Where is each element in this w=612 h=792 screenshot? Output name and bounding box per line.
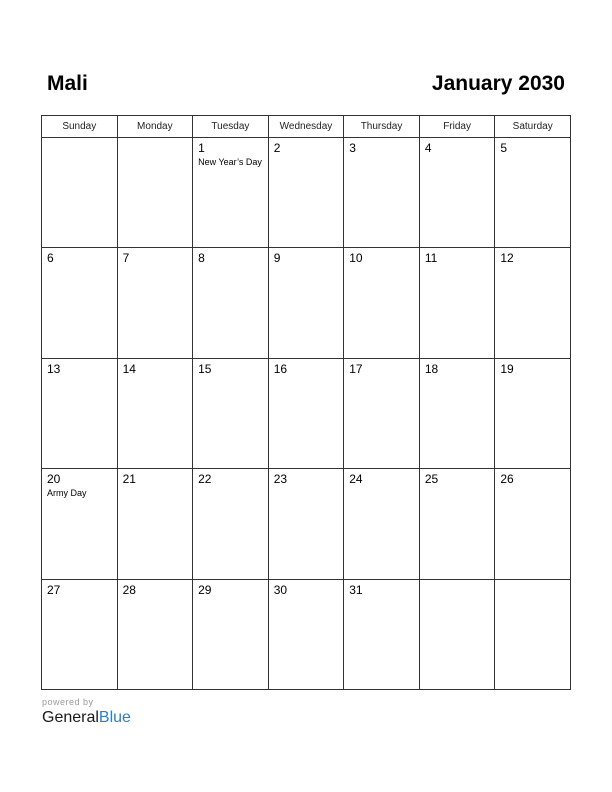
day-cell — [268, 248, 344, 358]
weekday-header-row — [42, 116, 571, 138]
week-row — [42, 469, 571, 579]
day-cell — [117, 248, 193, 358]
day-cell — [495, 469, 571, 579]
day-cell — [193, 579, 269, 689]
day-cell — [344, 248, 420, 358]
week-row — [42, 358, 571, 468]
brand-name-general: General — [42, 709, 99, 726]
day-number: 3 — [349, 141, 356, 155]
day-number: 25 — [424, 472, 439, 487]
day-number: 23 — [273, 472, 288, 487]
day-cell — [495, 248, 571, 358]
country-title: Mali — [47, 72, 88, 95]
holiday-label: Army Day — [47, 488, 87, 499]
week-row — [42, 579, 571, 689]
day-number: 9 — [273, 251, 281, 266]
day-cell — [42, 469, 118, 579]
day-number: 28 — [122, 582, 136, 597]
holiday-label: New Year’s Day — [198, 157, 262, 167]
day-cell — [193, 138, 269, 248]
day-number: 27 — [47, 582, 61, 597]
day-cell — [193, 248, 269, 358]
day-number: 21 — [122, 472, 136, 487]
month-year-title: January 2030 — [431, 72, 565, 95]
day-cell — [419, 579, 495, 689]
day-cell — [193, 469, 269, 579]
day-number: 10 — [349, 251, 363, 266]
day-cell — [344, 469, 420, 579]
generalblue-logo[interactable] — [42, 708, 131, 728]
day-number: 11 — [424, 251, 438, 266]
day-number: 16 — [273, 361, 288, 376]
day-cell — [42, 358, 118, 468]
day-number: 15 — [198, 361, 212, 376]
day-number: 18 — [424, 361, 439, 376]
day-number: 5 — [500, 141, 508, 155]
day-cell — [117, 358, 193, 468]
weekday-header-friday: Friday — [419, 116, 495, 138]
day-cell — [495, 138, 571, 248]
day-cell — [344, 579, 420, 689]
brand-name-blue: Blue — [98, 709, 131, 726]
day-number: 30 — [273, 582, 288, 597]
day-cell — [419, 358, 495, 468]
day-cell — [495, 358, 571, 468]
day-number: 4 — [424, 141, 432, 155]
weekday-header-tuesday: Tuesday — [193, 116, 269, 138]
weekday-header-saturday: Saturday — [495, 116, 571, 138]
weekday-header-sunday: Sunday — [42, 116, 118, 138]
day-number: 7 — [122, 251, 130, 266]
day-cell — [42, 579, 118, 689]
day-number: 14 — [122, 361, 136, 376]
generalblue-footer[interactable] — [42, 697, 131, 728]
week-row — [42, 248, 571, 358]
day-cell — [419, 469, 495, 579]
day-number: 24 — [349, 472, 363, 487]
day-number: 12 — [500, 251, 514, 266]
day-cell — [268, 358, 344, 468]
day-cell — [117, 579, 193, 689]
day-cell — [344, 138, 420, 248]
day-number: 26 — [500, 472, 514, 487]
day-cell — [193, 358, 269, 468]
day-number: 1 — [198, 141, 205, 155]
day-number: 6 — [47, 251, 54, 266]
day-number: 2 — [273, 141, 281, 155]
day-cell — [344, 358, 420, 468]
weekday-header-wednesday: Wednesday — [268, 116, 344, 138]
weekday-header-monday: Monday — [117, 116, 193, 138]
day-cell — [42, 248, 118, 358]
day-number: 17 — [349, 361, 363, 376]
day-number: 31 — [349, 582, 363, 597]
day-cell — [268, 469, 344, 579]
day-cell — [268, 138, 344, 248]
day-cell — [419, 248, 495, 358]
calendar-grid — [41, 115, 571, 690]
day-number: 22 — [198, 472, 212, 487]
day-cell — [117, 138, 193, 248]
day-cell — [117, 469, 193, 579]
day-cell — [268, 579, 344, 689]
day-number: 8 — [198, 251, 205, 266]
day-number: 19 — [500, 361, 514, 376]
week-row — [42, 138, 571, 248]
day-cell — [495, 579, 571, 689]
day-number: 13 — [47, 361, 61, 376]
day-number: 29 — [198, 582, 212, 597]
powered-by-label: powered by — [42, 697, 94, 707]
day-number: 20 — [47, 472, 61, 487]
day-cell — [42, 138, 118, 248]
weekday-header-thursday: Thursday — [344, 116, 420, 138]
day-cell — [419, 138, 495, 248]
